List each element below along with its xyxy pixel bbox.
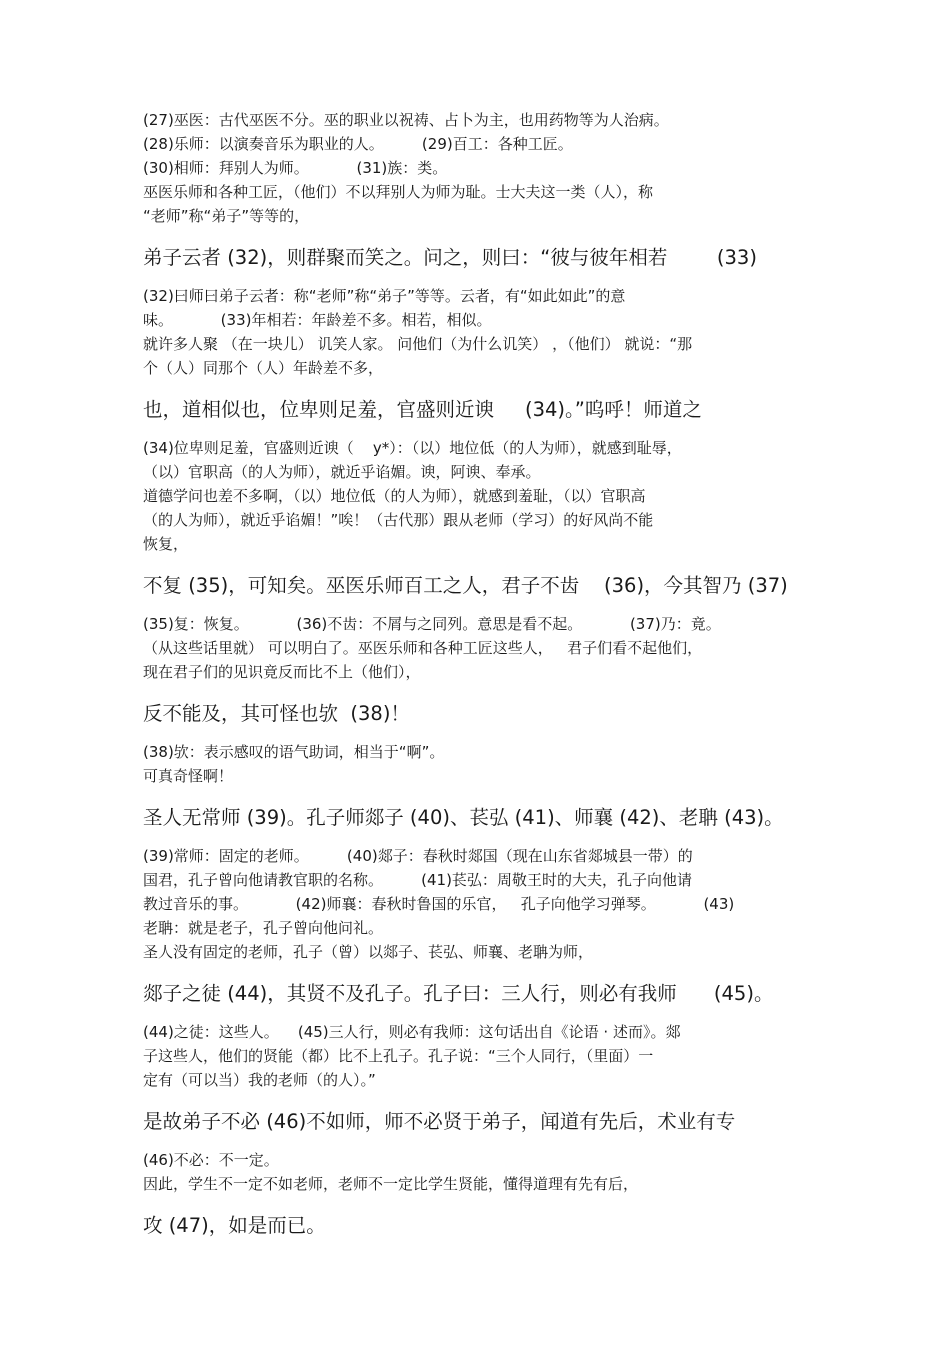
- annotation-note: (44)之徒：这些人。 (45)三人行，则必有我师：这句话出自《论语 · 述而》。郯 子这些人，他们的贤能（都）比不上孔子。孔子说：“三个人同行，（里面）一 定有（可以当）我的老师（的人）。”: [143, 1023, 681, 1089]
- original-text-line: 不复 (35)，可知矣。巫医乐师百工之人，君子不齿 (36)，今其智乃 (37): [143, 574, 788, 597]
- annotation-note: (32)曰师曰弟子云者：称“老师”称“弟子”等等。云者，有“如此如此”的意 味。 (33)年相若：年龄差不多。相若，相似。: [143, 287, 626, 329]
- translation-paragraph: 道德学问也差不多啊，（以）地位低（的人为师），就感到羞耻，（以）官职高 （的人为师），就近乎谄媚！”唉！（古代那）跟从老师（学习）的好风尚不能 恢复，: [143, 487, 654, 553]
- translation-paragraph: 因此，学生不一定不如老师，老师不一定比学生贤能，懂得道理有先有后，: [143, 1175, 639, 1193]
- annotation-note: (46)不必：不一定。: [143, 1151, 279, 1169]
- annotation-note: (35)复：恢复。 (36)不齿：不屑与之同列。意思是看不起。 (37)乃：竟。: [143, 615, 721, 633]
- annotation-note: (30)相师：拜别人为师。 (31)族：类。: [143, 159, 448, 177]
- original-text-line: 反不能及，其可怪也欤 (38)！: [143, 702, 410, 725]
- original-text-line: 也，道相似也，位卑则足羞，官盛则近谀 (34)。”呜呼！师道之: [143, 398, 702, 421]
- original-text-line: 是故弟子不必 (46)不如师，师不必贤于弟子，闻道有先后，术业有专: [143, 1110, 736, 1133]
- annotation-note: (28)乐师：以演奏音乐为职业的人。 (29)百工：各种工匠。: [143, 135, 573, 153]
- annotation-note: (34)位卑则足羞，官盛则近谀（ y*）：（以）地位低（的人为师），就感到耻辱， （以）官职高（的人为师），就近乎谄媚。谀，阿谀、奉承。: [143, 439, 682, 481]
- translation-paragraph: 就许多人聚 （在一块儿） 讥笑人家。 问他们（为什么讥笑） ，（他们） 就说：“那 个（人）同那个（人）年龄差不多，: [143, 335, 693, 377]
- original-text-line: 郯子之徒 (44)，其贤不及孔子。孔子曰：三人行，则必有我师 (45)。: [143, 982, 774, 1005]
- original-text-line: 攻 (47)，如是而已。: [143, 1214, 326, 1237]
- translation-paragraph: 圣人没有固定的老师，孔子（曾）以郯子、苌弘、师襄、老聃为师，: [143, 943, 594, 961]
- translation-paragraph: 可真奇怪啊！: [143, 767, 234, 785]
- document-page: [143, 108, 813, 1252]
- original-text-line: 弟子云者 (32)，则群聚而笑之。问之，则曰：“彼与彼年相若 (33): [143, 246, 757, 269]
- annotation-note: (39)常师：固定的老师。 (40)郯子：春秋时郯国（现在山东省郯城县一带）的 国君，孔子曾向他请教官职的名称。 (41)苌弘：周敬王时的大夫，孔子向他请 教过音乐的事。 (42)师襄：春秋时鲁国的乐官， 孔子向他学习弹琴。 (43) 老聃：就是老子，孔子曾向他问礼。: [143, 847, 735, 937]
- annotation-note: (38)欤：表示感叹的语气助词，相当于“啊”。: [143, 743, 445, 761]
- translation-paragraph: （从这些话里就） 可以明白了。巫医乐师和各种工匠这些人， 君子们看不起他们， 现在君子们的见识竟反而比不上（他们），: [143, 639, 703, 681]
- translation-paragraph: 巫医乐师和各种工匠，（他们）不以拜别人为师为耻。士大夫这一类（人），称 “老师”称“弟子”等等的，: [143, 183, 654, 225]
- annotation-note: (27)巫医：古代巫医不分。巫的职业以祝祷、占卜为主，也用药物等为人治病。: [143, 111, 669, 129]
- original-text-line: 圣人无常师 (39)。孔子师郯子 (40)、苌弘 (41)、师襄 (42)、老聃 (43)。: [143, 806, 784, 829]
